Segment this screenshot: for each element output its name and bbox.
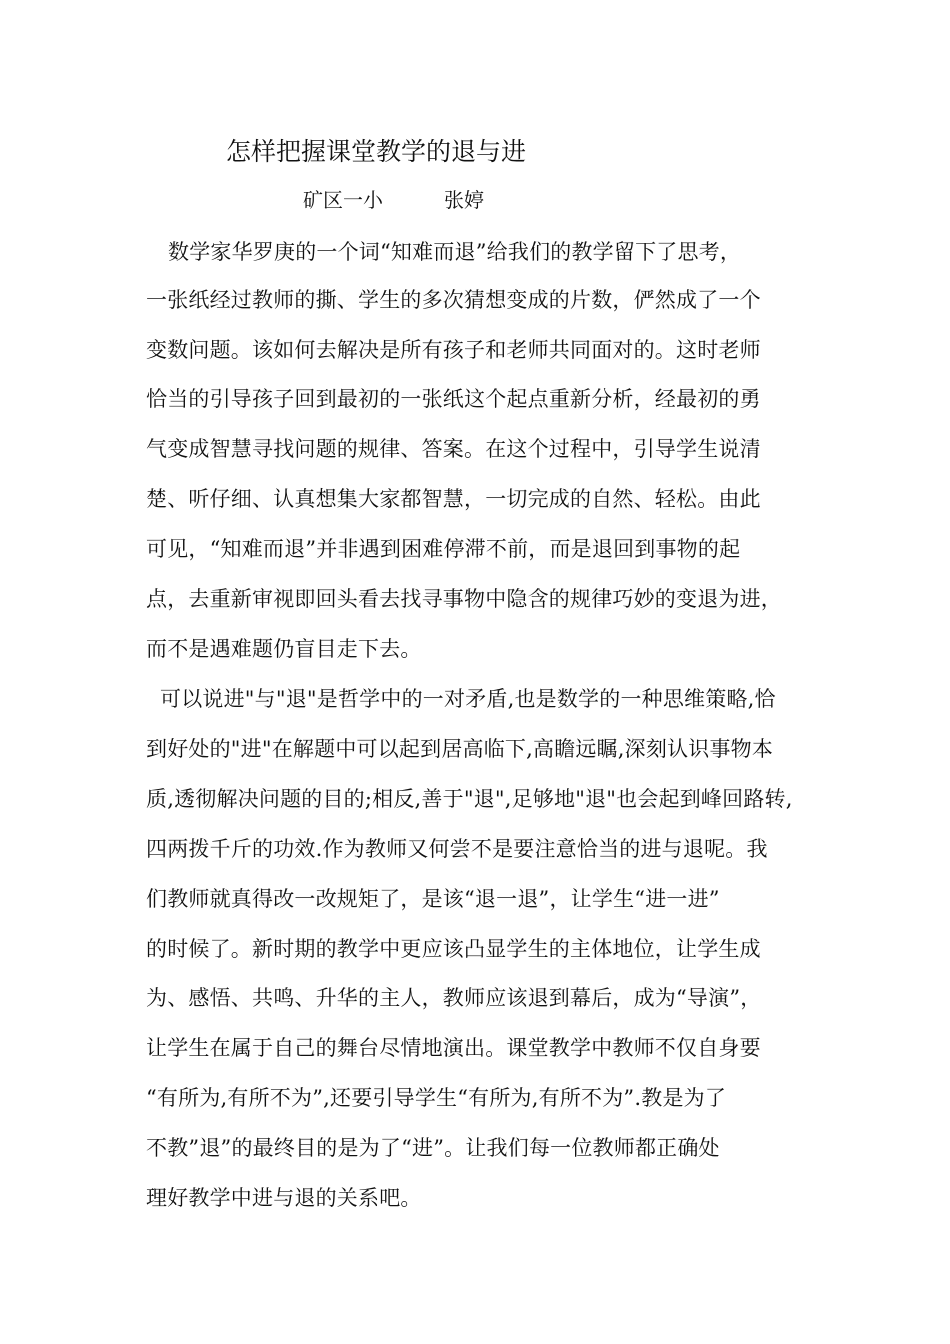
paragraph-2-line-2: 到好处的"进"在解题中可以起到居高临下,高瞻远瞩,深刻认识事物本: [146, 737, 774, 761]
paragraph-1-line-2: 一张纸经过教师的撕、学生的多次猜想变成的片数，俨然成了一个: [146, 288, 761, 312]
author-school: 矿区一小: [303, 188, 383, 212]
paragraph-2-line-3: 质,透彻解决问题的目的;相反,善于"退",足够地"退"也会起到峰回路转,: [146, 787, 793, 811]
paragraph-1-line-6: 楚、听仔细、认真想集大家都智慧，一切完成的自然、轻松。由此: [146, 487, 761, 511]
paragraph-1-line-7: 可见，“知难而退”并非遇到困难停滞不前，而是退回到事物的起: [146, 537, 741, 561]
paragraph-2-line-8: 让学生在属于自己的舞台尽情地演出。课堂教学中教师不仅自身要: [146, 1036, 761, 1060]
author-name: 张婷: [444, 188, 484, 212]
paragraph-2-line-1: 可以说进"与"退"是哲学中的一对矛盾,也是数学的一种思维策略,恰: [160, 687, 776, 711]
paragraph-1-line-4: 恰当的引导孩子回到最初的一张纸这个起点重新分析，经最初的勇: [146, 387, 761, 411]
paragraph-2-line-9: “有所为,有所不为”,还要引导学生“有所为,有所不为”.教是为了: [146, 1086, 727, 1110]
paragraph-1-line-5: 气变成智慧寻找问题的规律、答案。在这个过程中，引导学生说清: [146, 437, 761, 461]
paragraph-2-line-10: 不教”退”的最终目的是为了“进”。让我们每一位教师都正确处: [146, 1136, 720, 1160]
paragraph-1-line-1: 数学家华罗庚的一个词“知难而退”给我们的教学留下了思考，: [168, 240, 742, 264]
paragraph-2-line-5: 们教师就真得改一改规矩了，是该“退一退”，让学生“进一进”: [146, 887, 720, 911]
paragraph-1-line-9: 而不是遇难题仍盲目走下去。: [146, 637, 422, 661]
paragraph-1-line-8: 点，去重新审视即回头看去找寻事物中隐含的规律巧妙的变退为进，: [146, 587, 782, 611]
paragraph-2-line-6: 的时候了。新时期的教学中更应该凸显学生的主体地位，让学生成: [146, 937, 761, 961]
paragraph-2-line-4: 四两拨千斤的功效.作为教师又何尝不是要注意恰当的进与退呢。我: [146, 837, 768, 861]
paragraph-2-line-11: 理好教学中进与退的关系吧。: [146, 1186, 422, 1210]
paragraph-2-line-7: 为、感悟、共鸣、升华的主人，教师应该退到幕后，成为“导演”，: [146, 986, 762, 1010]
paragraph-1-line-3: 变数问题。该如何去解决是所有孩子和老师共同面对的。这时老师: [146, 338, 761, 362]
document-title: 怎样把握课堂教学的退与进: [226, 137, 527, 166]
